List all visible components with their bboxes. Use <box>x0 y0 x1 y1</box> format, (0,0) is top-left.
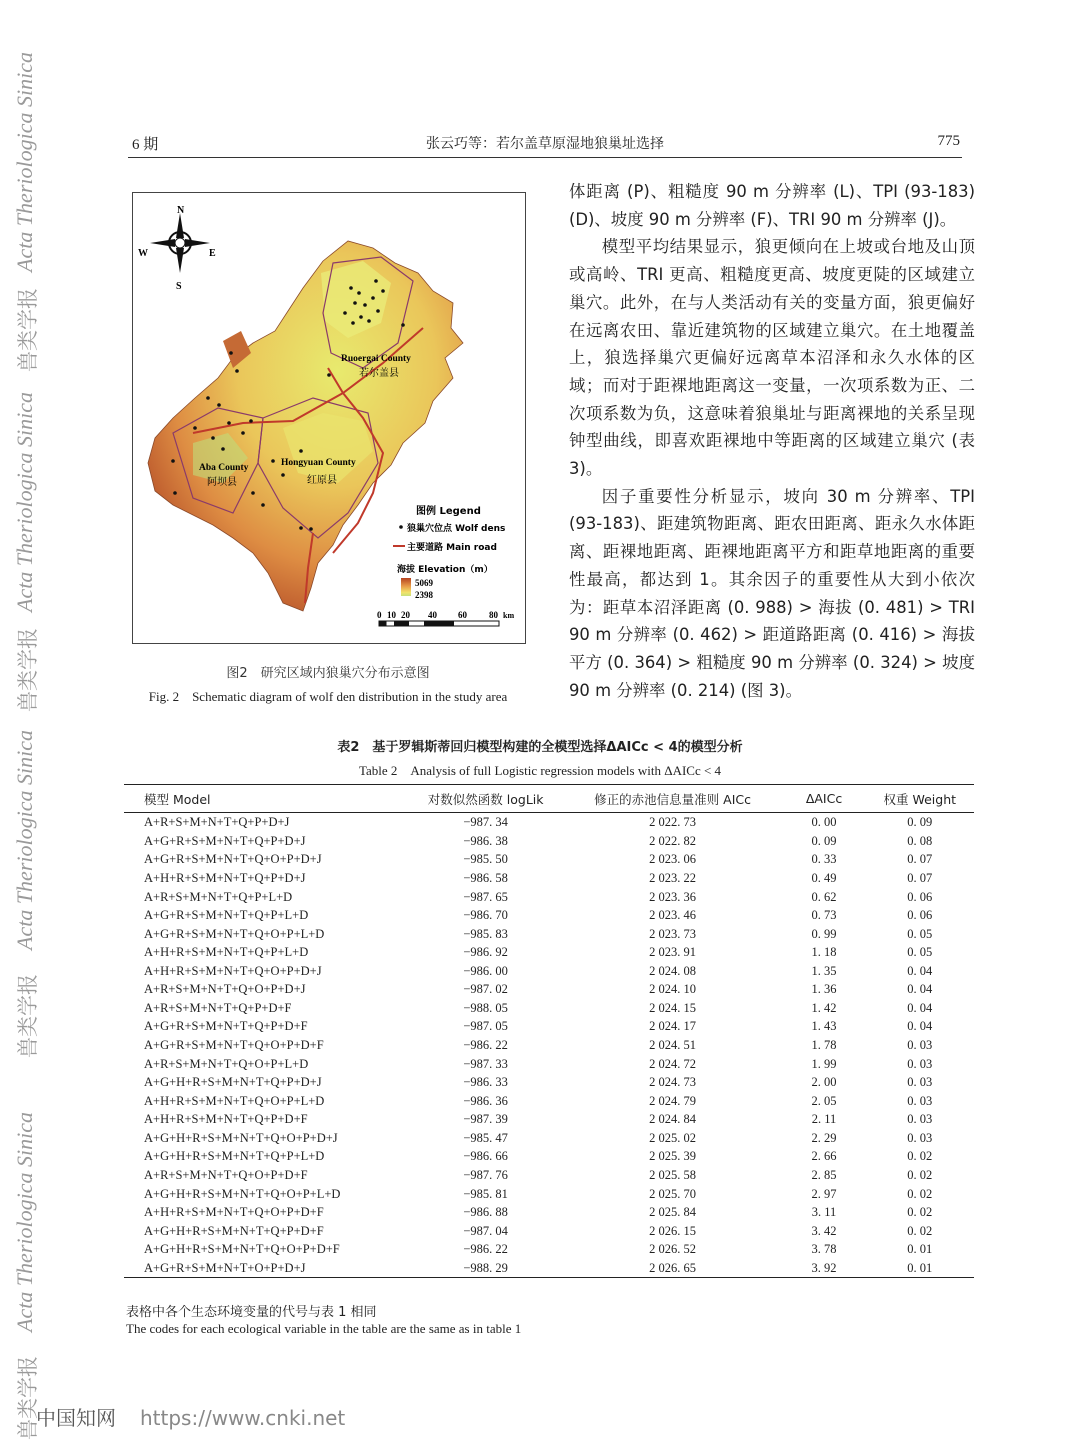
scale-bar <box>379 621 499 626</box>
table-title-cn: 表2 基于罗辑斯蒂回归模型构建的全模型选择ΔAICc < 4的模型分析 <box>337 740 743 755</box>
map-svg <box>133 193 525 643</box>
scale-tick: 80 <box>489 610 498 620</box>
legend-elev-high: 5069 <box>415 578 433 588</box>
page-number: 775 <box>937 133 960 149</box>
table-cell: 2 025. 70 <box>649 1186 697 1201</box>
table-cell: A+H+R+S+M+N+T+Q+O+P+D+F <box>144 1205 324 1220</box>
table-cell: 0. 03 <box>907 1038 933 1053</box>
place-en: Ruoergai County <box>341 354 411 364</box>
place-en: Hongyuan County <box>281 458 356 468</box>
table-cell: −986. 88 <box>463 1205 508 1220</box>
table-cell: 0. 62 <box>811 889 837 904</box>
legend-elev-title: 海拔 Elevation（m） <box>397 565 493 575</box>
table-cell: A+R+S+M+N+T+Q+P+D+F <box>144 1000 292 1015</box>
table-cell: 0. 03 <box>907 1112 933 1127</box>
table-row <box>124 1036 974 1055</box>
table-cell: 2. 05 <box>811 1093 837 1108</box>
place-cn: 阿坝县 <box>207 477 237 488</box>
table-cell: 0. 73 <box>811 908 837 923</box>
col-header: 对数似然函数 logLik <box>409 785 563 813</box>
table-cell: 1. 43 <box>811 1019 837 1034</box>
table-cell: 2 024. 73 <box>649 1075 697 1090</box>
watermark-en: Acta Theriologica Sinica <box>12 730 37 950</box>
table-cell: −987. 02 <box>463 982 508 997</box>
table-cell: 0. 02 <box>907 1167 933 1182</box>
scale-tick: 20 <box>401 610 410 620</box>
scale-tick: 0 <box>377 610 382 620</box>
table-cell: 2 026. 52 <box>649 1242 697 1257</box>
table-cell: 2 023. 46 <box>649 908 697 923</box>
table-cell: −987. 33 <box>463 1056 508 1071</box>
table-cell: 0. 09 <box>907 815 933 830</box>
table-cell: 3. 92 <box>783 1259 866 1278</box>
table-cell: A+R+S+M+N+T+Q+O+P+L+D <box>144 1056 309 1071</box>
table-cell: 0. 04 <box>907 1019 933 1034</box>
table-cell: 0. 99 <box>811 926 837 941</box>
table-cell: 2 024. 10 <box>649 982 697 997</box>
issue-number: 6 期 <box>132 137 159 153</box>
table-cell: 2 023. 06 <box>649 852 697 867</box>
table-row <box>124 1073 974 1092</box>
running-title: 张云巧等：若尔盖草原湿地狼巢址选择 <box>426 136 664 152</box>
table-cell: A+R+S+M+N+T+Q+P+L+D <box>144 889 293 904</box>
table-cell: A+R+S+M+N+T+Q+O+P+D+J <box>144 982 306 997</box>
table-cell: 0. 01 <box>907 1242 933 1257</box>
legend-road-label: 主要道路 Main road <box>407 543 497 553</box>
table-body <box>124 813 974 1278</box>
compass-e: E <box>209 248 216 259</box>
table-cell: 2. 66 <box>811 1149 837 1164</box>
table-cell: 0. 07 <box>907 870 933 885</box>
body-text <box>569 178 975 704</box>
table-cell: 3. 11 <box>811 1205 837 1220</box>
cnki-logo: 中国知网 <box>36 1406 116 1430</box>
table-cell: 2 022. 73 <box>649 815 697 830</box>
table-cell: A+H+R+S+M+N+T+Q+O+P+L+D <box>144 1093 325 1108</box>
table-cell: 2 022. 82 <box>649 833 697 848</box>
table-cell: −985. 81 <box>463 1186 508 1201</box>
study-area-map <box>132 192 526 644</box>
table-cell: 2 025. 84 <box>649 1205 697 1220</box>
scale-tick: 10 <box>387 610 396 620</box>
table-row <box>124 887 974 906</box>
table-cell: 2. 29 <box>811 1130 837 1145</box>
table-cell: 0. 05 <box>907 926 933 941</box>
paragraph: 因子重要性分析显示，坡向 30 m 分辨率、TPI (93-183)、距建筑物距离、距农田距离、距永久水体距离、距裸地距离、距裸地距离平方和距草地距离的重要性最高，都达到 1。其余因子的重要性从大到小依次为：距草本沼泽距离 (0. 988) > 海拔 (0. 481) > TRI 90 m 分辨率 (0. 462) > 距道路距离 (0. 416) > 海拔平方 (0. 364) > 粗糙度 90 m 分辨率 (0. 324) > 坡度 90 m 分辨率 (0. 214) (图 3)。 <box>569 486 975 700</box>
table-cell: 1. 78 <box>811 1038 837 1053</box>
table-cell: 0. 03 <box>907 1075 933 1090</box>
table-cell: 2. 11 <box>811 1112 837 1127</box>
table-cell: 0. 02 <box>907 1223 933 1238</box>
table-cell: −987. 39 <box>463 1112 508 1127</box>
table-cell: −985. 83 <box>463 926 508 941</box>
watermark-en: Acta Theriologica Sinica <box>12 52 37 272</box>
table-row <box>124 1166 974 1185</box>
table-cell: A+G+H+R+S+M+N+T+Q+P+D+J <box>144 1075 322 1090</box>
table-note-cn: 表格中各个生态环境变量的代号与表 1 相同 <box>126 1305 377 1320</box>
table-cell: 2 025. 02 <box>649 1130 697 1145</box>
table-row <box>124 962 974 981</box>
table-cell: −987. 34 <box>463 815 508 830</box>
table-cell: 2 026. 15 <box>649 1223 697 1238</box>
table-cell: 0. 03 <box>907 1056 933 1071</box>
table-row <box>124 906 974 925</box>
table-row <box>124 813 974 832</box>
table-row <box>124 999 974 1018</box>
table-row <box>124 1184 974 1203</box>
compass-n: N <box>177 205 185 216</box>
watermark-en: Acta Theriologica Sinica <box>12 1112 37 1332</box>
table-cell: 2 024. 08 <box>649 963 697 978</box>
table-cell: 1. 35 <box>811 963 837 978</box>
table-cell: A+G+H+R+S+M+N+T+Q+P+L+D <box>144 1149 325 1164</box>
col-header: 修正的赤池信息量准则 AICc <box>563 785 783 813</box>
table-cell: −986. 92 <box>463 945 508 960</box>
place-cn: 若尔盖县 <box>359 368 399 379</box>
table-cell: 0. 49 <box>811 870 837 885</box>
table-cell: 0. 00 <box>811 815 837 830</box>
table-cell: A+G+R+S+M+N+T+Q+P+D+F <box>144 1019 308 1034</box>
legend-den-label: 狼巢穴位点 Wolf dens <box>407 524 506 534</box>
legend-elev-low: 2398 <box>415 590 433 600</box>
watermark-en: Acta Theriologica Sinica <box>12 392 37 612</box>
table-row <box>124 832 974 851</box>
table-cell: 0. 08 <box>907 833 933 848</box>
table-cell: 0. 33 <box>811 852 837 867</box>
table-cell: −986. 66 <box>463 1149 508 1164</box>
table-cell: 0. 02 <box>907 1186 933 1201</box>
table-cell: A+G+R+S+M+N+T+Q+O+P+L+D <box>144 926 325 941</box>
table-cell: A+G+R+S+M+N+T+O+P+D+J <box>124 1259 409 1278</box>
figure-caption-en: Fig. 2 Schematic diagram of wolf den distribution in the study area <box>148 689 508 704</box>
table-cell: A+G+R+S+M+N+T+Q+O+P+D+J <box>144 852 322 867</box>
table-cell: A+R+S+M+N+T+Q+O+P+D+F <box>144 1167 308 1182</box>
compass-rose <box>150 213 210 273</box>
table-cell: 0. 04 <box>907 982 933 997</box>
table-cell: A+G+H+R+S+M+N+T+Q+P+D+F <box>144 1223 324 1238</box>
compass-w: W <box>138 248 148 259</box>
table-cell: −986. 58 <box>463 870 508 885</box>
table-cell: 2 023. 91 <box>649 945 697 960</box>
table-cell: 2 024. 72 <box>649 1056 697 1071</box>
table-cell: 2 025. 39 <box>649 1149 697 1164</box>
table-cell: −986. 70 <box>463 908 508 923</box>
table-cell: −986. 38 <box>463 833 508 848</box>
side-watermark <box>0 0 40 1455</box>
table-cell: 0. 04 <box>907 963 933 978</box>
table-cell: A+G+H+R+S+M+N+T+Q+O+P+D+F <box>144 1242 340 1257</box>
table-cell: A+H+R+S+M+N+T+Q+P+D+J <box>144 870 306 885</box>
table-row <box>124 1259 974 1278</box>
table-cell: 2 024. 17 <box>649 1019 697 1034</box>
watermark-cn: 兽类学报 <box>16 628 40 712</box>
table-cell: 1. 18 <box>811 945 837 960</box>
table-row <box>124 1147 974 1166</box>
table-cell: −987. 65 <box>463 889 508 904</box>
table-row <box>124 1240 974 1259</box>
table-row <box>124 1129 974 1148</box>
table-header-row <box>124 785 974 813</box>
scale-tick: 60 <box>458 610 467 620</box>
table-cell: −986. 33 <box>463 1075 508 1090</box>
table-cell: 2 023. 73 <box>649 926 697 941</box>
place-en: Aba County <box>199 463 249 473</box>
table-cell: 2 024. 51 <box>649 1038 697 1053</box>
table-cell: 0. 05 <box>907 945 933 960</box>
table-cell: −987. 76 <box>463 1167 508 1182</box>
paragraph: 模型平均结果显示，狼更倾向在上坡或台地及山顶或高岭、TRI 更高、粗糙度更高、坡度更陡的区域建立巢穴。此外，在与人类活动有关的变量方面，狼更偏好在远离农田、靠近建筑物的区域建立巢穴。在土地覆盖上，狼选择巢穴更偏好远离草本沼泽和永久水体的区域；而对于距裸地距离这一变量，一次项系数为正、二次项系数为负，这意味着狼巢址与距离裸地的关系呈现钟型曲线，即喜欢距裸地中等距离的区域建立巢穴 (表 3)。 <box>569 237 975 479</box>
table-title-en: Table 2 Analysis of full Logistic regression models with ΔAICc < 4 <box>358 763 722 778</box>
table-cell: 2. 97 <box>811 1186 837 1201</box>
table-cell: −986. 36 <box>463 1093 508 1108</box>
table-cell: 2 026. 65 <box>563 1259 783 1278</box>
table-cell: A+R+S+M+N+T+Q+P+D+J <box>144 815 290 830</box>
table-row <box>124 980 974 999</box>
table-row <box>124 943 974 962</box>
paragraph: 体距离 (P)、粗糙度 90 m 分辨率 (L)、TPI (93-183) (D)、坡度 90 m 分辨率 (F)、TRI 90 m 分辨率 (J)。 <box>569 182 975 229</box>
table-cell: 2 024. 84 <box>649 1112 697 1127</box>
scale-unit: km <box>503 611 515 620</box>
table-cell: 0. 02 <box>907 1149 933 1164</box>
col-header: ΔAICc <box>783 785 866 813</box>
table-row <box>124 924 974 943</box>
table-row <box>124 1203 974 1222</box>
table-cell: A+G+H+R+S+M+N+T+Q+O+P+L+D <box>144 1186 341 1201</box>
place-cn: 红原县 <box>307 475 337 486</box>
table-cell: 2 023. 36 <box>649 889 697 904</box>
table-row <box>124 1054 974 1073</box>
table-cell: 2 024. 15 <box>649 1000 697 1015</box>
table-cell: 0. 03 <box>907 1093 933 1108</box>
table-row <box>124 869 974 888</box>
table-cell: −985. 50 <box>463 852 508 867</box>
table-cell: 1. 36 <box>811 982 837 997</box>
table-cell: A+G+R+S+M+N+T+Q+P+D+J <box>144 833 306 848</box>
col-header: 模型 Model <box>124 785 409 813</box>
table-cell: 0. 07 <box>907 852 933 867</box>
col-header: 权重 Weight <box>866 785 974 813</box>
table-cell: 2 024. 79 <box>649 1093 697 1108</box>
table-cell: 3. 78 <box>811 1242 837 1257</box>
table-cell: −987. 05 <box>463 1019 508 1034</box>
table-cell: 1. 42 <box>811 1000 837 1015</box>
table-cell: 0. 04 <box>907 1000 933 1015</box>
table-row <box>124 1110 974 1129</box>
table-cell: 0. 06 <box>907 889 933 904</box>
watermark-cn: 兽类学报 <box>16 974 40 1058</box>
figure-caption-cn: 图2 研究区域内狼巢穴分布示意图 <box>226 666 430 681</box>
table-cell: 2. 85 <box>811 1167 837 1182</box>
table-row <box>124 1017 974 1036</box>
cnki-url[interactable]: https://www.cnki.net <box>140 1406 346 1430</box>
table-cell: 0. 02 <box>907 1205 933 1220</box>
table-cell: −988. 05 <box>463 1000 508 1015</box>
table-cell: 0. 03 <box>907 1130 933 1145</box>
table-row <box>124 1221 974 1240</box>
model-table <box>124 784 974 1278</box>
legend-den-symbol <box>399 525 403 529</box>
table-cell: A+G+R+S+M+N+T+Q+P+L+D <box>144 908 309 923</box>
table-cell: A+H+R+S+M+N+T+Q+P+D+F <box>144 1112 308 1127</box>
table-cell: 2 025. 58 <box>649 1167 697 1182</box>
scale-tick: 40 <box>428 610 437 620</box>
table-cell: −986. 22 <box>463 1038 508 1053</box>
table-cell: 0. 09 <box>811 833 837 848</box>
compass-s: S <box>176 281 182 292</box>
table-cell: 1. 99 <box>811 1056 837 1071</box>
table-cell: A+H+R+S+M+N+T+Q+P+L+D <box>144 945 309 960</box>
table-cell: 3. 42 <box>811 1223 837 1238</box>
table-cell: 2. 00 <box>811 1075 837 1090</box>
table-row <box>124 850 974 869</box>
table-cell: 2 023. 22 <box>649 870 697 885</box>
table-cell: −986. 00 <box>463 963 508 978</box>
table-cell: A+G+H+R+S+M+N+T+Q+O+P+D+J <box>144 1130 338 1145</box>
running-header <box>128 131 962 158</box>
table-row <box>124 1091 974 1110</box>
table-cell: A+H+R+S+M+N+T+Q+O+P+D+J <box>144 963 322 978</box>
table-cell: −985. 47 <box>463 1130 508 1145</box>
table-note-en: The codes for each ecological variable in the table are the same as in table 1 <box>126 1321 522 1336</box>
legend-title: 图例 Legend <box>416 506 481 517</box>
table-cell: 0. 01 <box>866 1259 974 1278</box>
table-cell: A+G+R+S+M+N+T+Q+O+P+D+F <box>144 1038 324 1053</box>
table-cell: 0. 06 <box>907 908 933 923</box>
watermark-cn: 兽类学报 <box>16 1356 40 1440</box>
table-cell: −987. 04 <box>463 1223 508 1238</box>
table-cell: −986. 22 <box>463 1242 508 1257</box>
table-cell: −988. 29 <box>409 1259 563 1278</box>
watermark-cn: 兽类学报 <box>16 288 40 372</box>
legend-elev-ramp <box>401 578 411 596</box>
cnki-footer <box>36 1402 345 1431</box>
